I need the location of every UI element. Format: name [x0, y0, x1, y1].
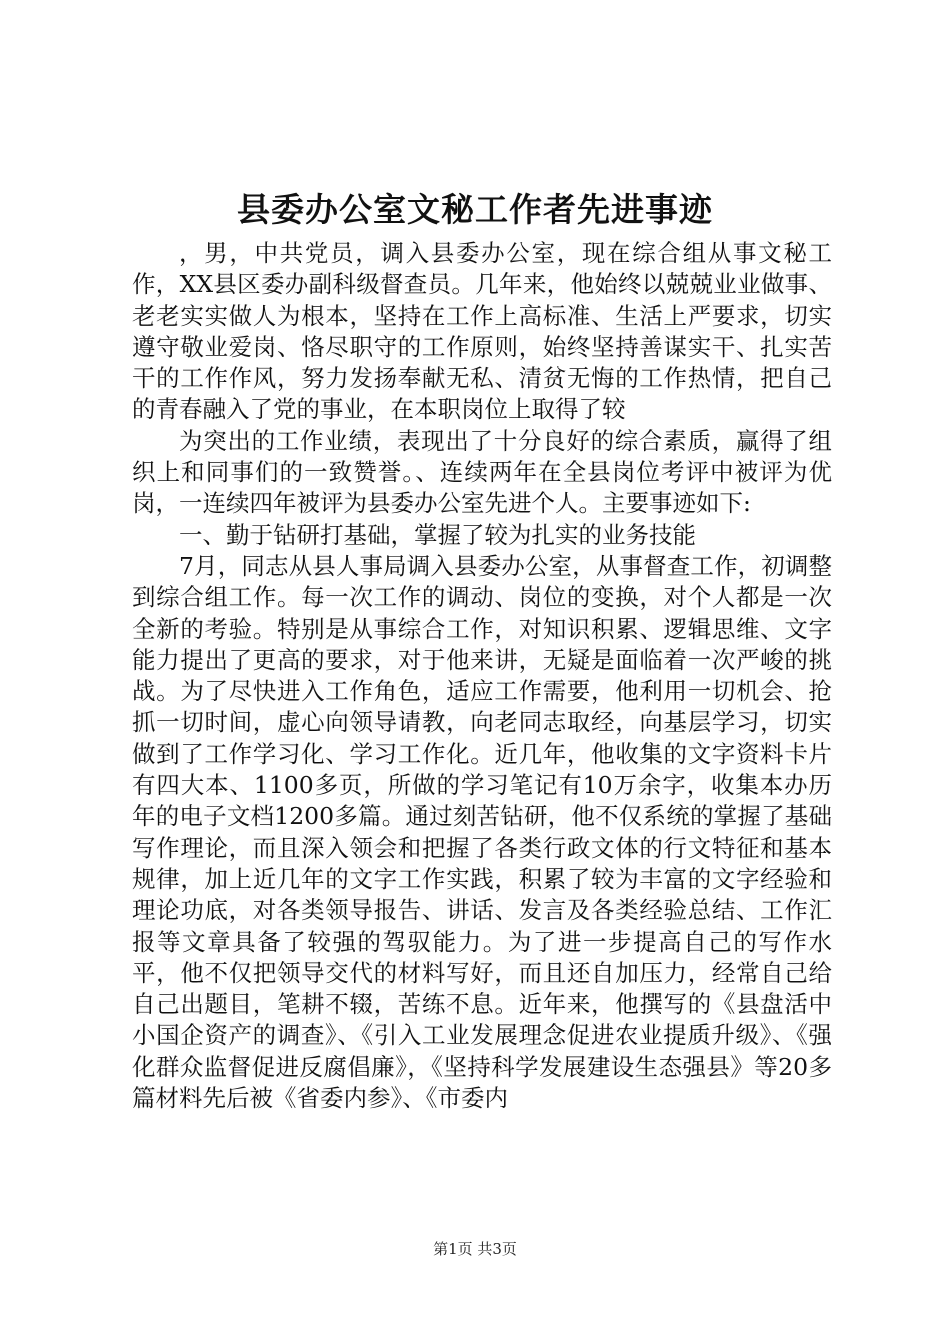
paragraph-intro: ，男，中共党员，调入县委办公室，现在综合组从事文秘工作，XX县区委办副科级督查员。几年来，他始终以兢兢业业做事、老老实实做人为根本，坚持在工作上高标准、生活上严要求，切实遵守敬业爱岗、恪尽职守的工作原则，始终坚持善谋实干、扎实苦干的工作作风，努力发扬奉献无私、清贫无悔的工作热情，把自己的青春融入了党的事业，在本职岗位上取得了较	[132, 239, 832, 424]
document-body	[132, 238, 832, 1114]
page-number-footer: 第1页 共3页	[433, 1240, 517, 1258]
paragraph-achievements: 为突出的工作业绩，表现出了十分良好的综合素质，赢得了组织上和同事们的一致赞誉。、连续两年在全县岗位考评中被评为优岗，一连续四年被评为县委办公室先进个人。主要事迹如下:	[132, 426, 832, 518]
document-title: 县委办公室文秘工作者先进事迹	[237, 190, 713, 229]
section-heading-1: 一、勤于钻研打基础，掌握了较为扎实的业务技能	[179, 520, 696, 549]
paragraph-section-1: 7月，同志从县人事局调入县委办公室，从事督查工作，初调整到综合组工作。每一次工作的调动、岗位的变换，对个人都是一次全新的考验。特别是从事综合工作，对知识积累、逻辑思维、文字能力提出了更高的要求，对于他来讲，无疑是面临着一次严峻的挑战。为了尽快进入工作角色，适应工作需要，他利用一切机会、抢抓一切时间，虚心向领导请教，向老同志取经，向基层学习，切实做到了工作学习化、学习工作化。近几年，他收集的文字资料卡片有四大本、1100多页，所做的学习笔记有10万余字，收集本办历年的电子文档1200多篇。通过刻苦钻研，他不仅系统的掌握了基础写作理论，而且深入领会和把握了各类行政文体的行文特征和基本规律，加上近几年的文字工作实践，积累了较为丰富的文字经验和理论功底，对各类领导报告、讲话、发言及各类经验总结、工作汇报等文章具备了较强的驾驭能力。为了进一步提高自己的写作水平，他不仅把领导交代的材料写好，而且还自加压力，经常自己给自己出题目，笔耕不辍，苦练不息。近年来，他撰写的《县盘活中小国企资产的调查》、《引入工业发展理念促进农业提质升级》、《强化群众监督促进反腐倡廉》，《坚持科学发展建设生态强县》等20多篇材料先后被《省委内参》、《市委内	[132, 551, 832, 1113]
